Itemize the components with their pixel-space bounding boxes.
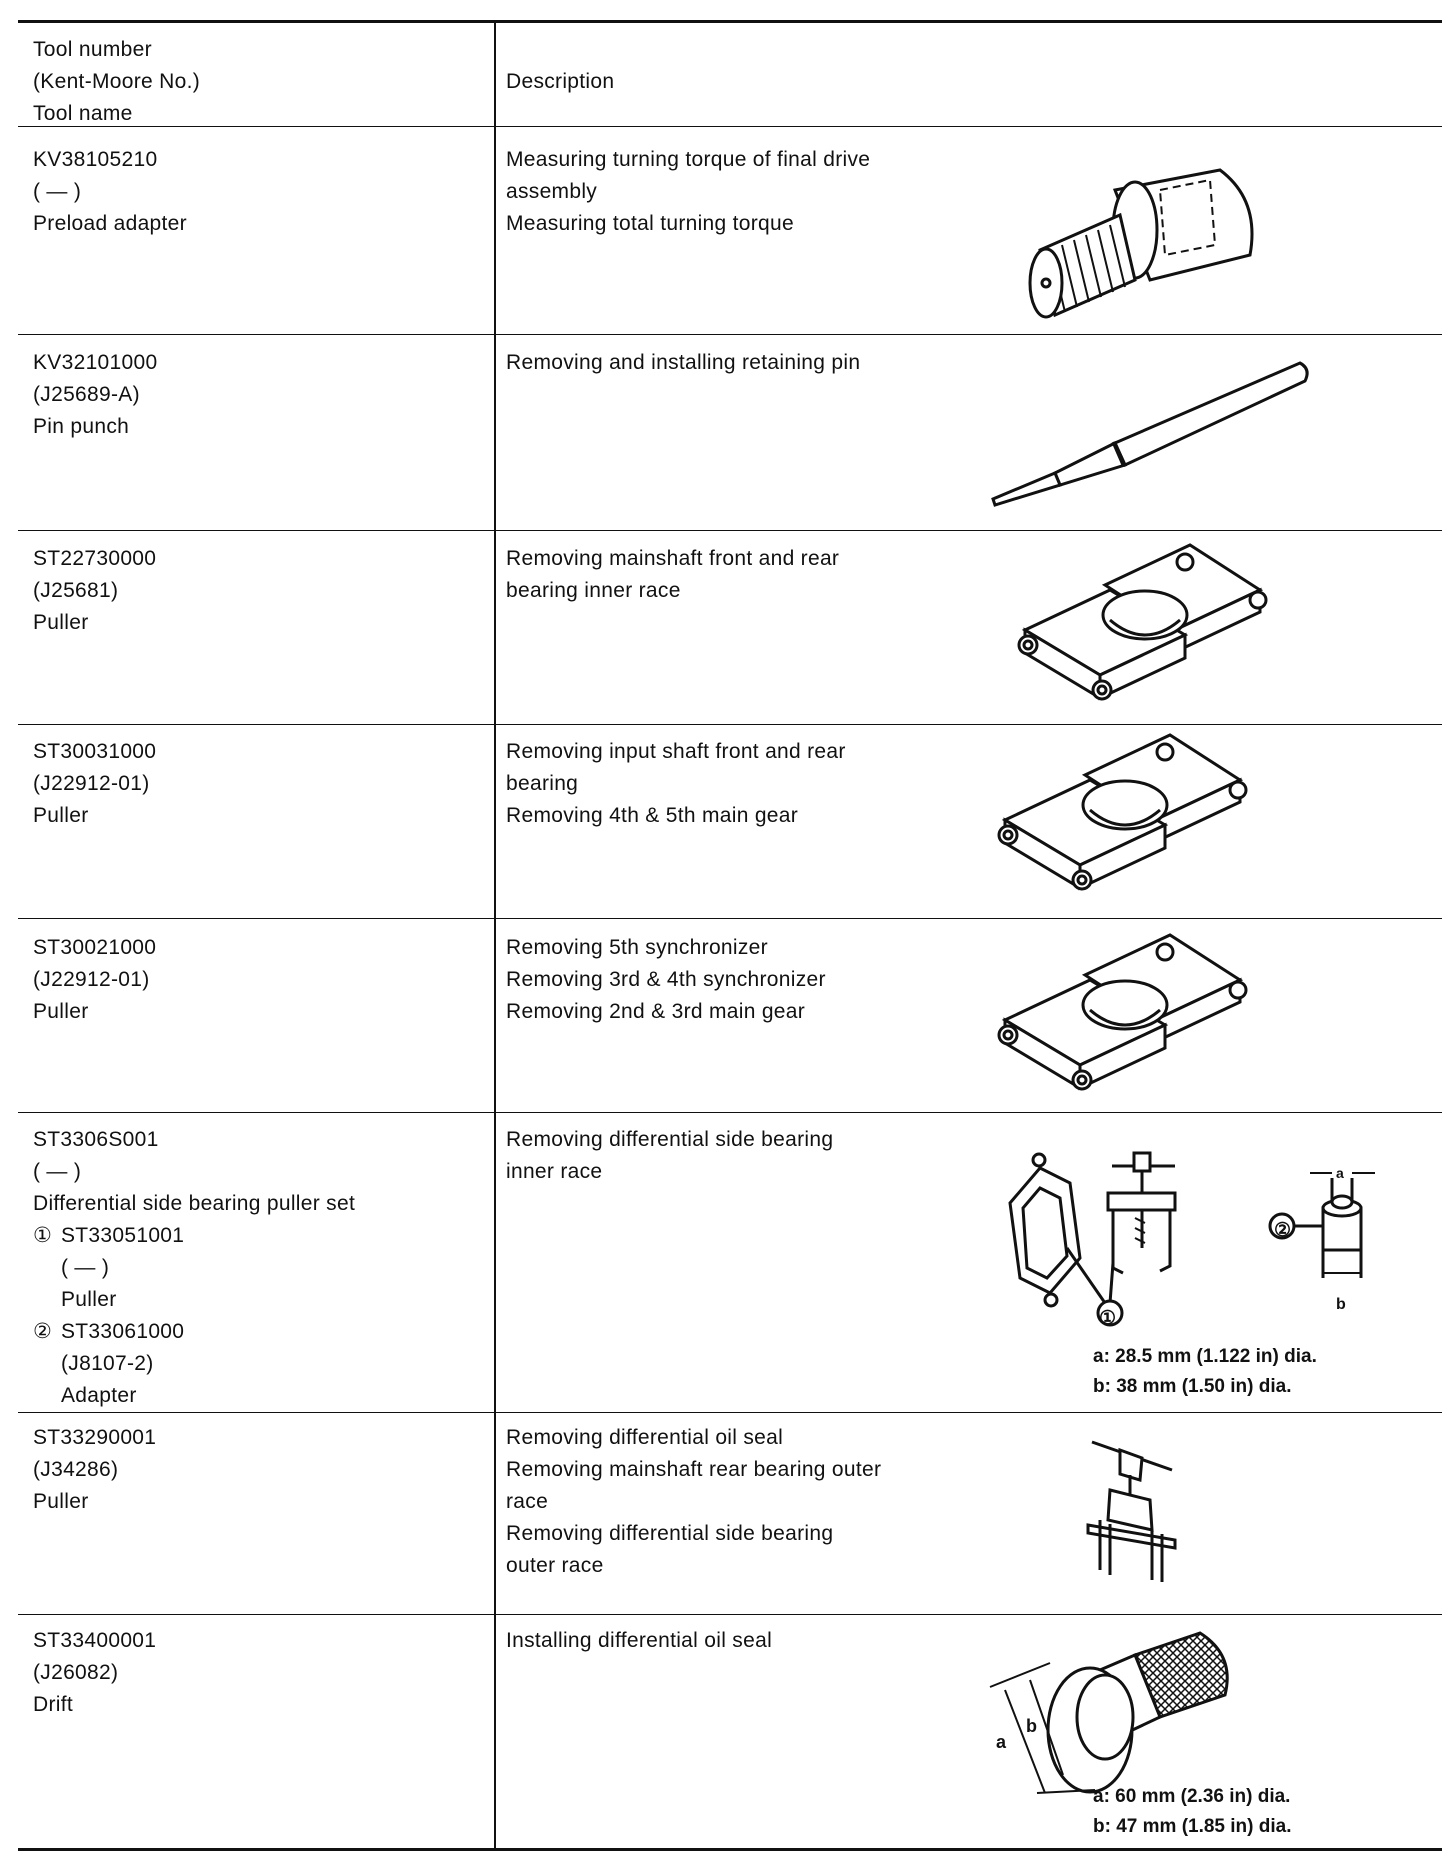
callout-marker: ① — [33, 1224, 53, 1247]
pin-punch-icon — [985, 355, 1315, 520]
bearing-puller-icon — [990, 730, 1250, 905]
row-divider — [18, 918, 1442, 919]
row-divider — [18, 530, 1442, 531]
kent-moore-number: (J34286) — [33, 1458, 119, 1481]
row-divider — [18, 724, 1442, 725]
callout-b: b — [1336, 1296, 1346, 1313]
tool-description — [506, 543, 966, 607]
table-row — [33, 144, 473, 240]
description-line: Removing and installing retaining pin — [506, 351, 861, 374]
tool-name: Puller — [33, 804, 89, 827]
side-bearing-puller-set-icon — [995, 1138, 1395, 1353]
description-line: Removing 2nd & 3rd main gear — [506, 1000, 806, 1023]
table-row — [33, 736, 473, 832]
bearing-puller-icon — [990, 930, 1250, 1105]
callout-1: ① — [1099, 1308, 1117, 1329]
sub-tool-number: ST33051001 — [61, 1224, 185, 1247]
description-line: Removing 4th & 5th main gear — [506, 804, 799, 827]
tool-name: Puller — [33, 1490, 89, 1513]
description-line: bearing — [506, 772, 579, 795]
row-divider — [18, 334, 1442, 335]
description-line: Measuring turning torque of final drive — [506, 148, 871, 171]
row-divider — [18, 1112, 1442, 1113]
sub-item — [33, 1380, 473, 1412]
oil-seal-puller-icon — [1080, 1420, 1190, 1590]
table-row — [33, 347, 473, 443]
description-line: Removing mainshaft front and rear — [506, 547, 840, 570]
description-line: Removing differential side bearing — [506, 1522, 834, 1545]
table-row — [33, 1124, 473, 1412]
description-line: Measuring total turning torque — [506, 212, 794, 235]
tool-description — [506, 1124, 966, 1188]
tool-name: Puller — [33, 1000, 89, 1023]
table-row — [33, 932, 473, 1028]
dimension-a: a: 60 mm (2.36 in) dia. — [1093, 1786, 1291, 1807]
callout-2: ② — [1274, 1220, 1292, 1241]
tool-description — [506, 144, 966, 240]
sub-kent-moore-number: ( — ) — [61, 1256, 110, 1279]
dimension-b: b: 38 mm (1.50 in) dia. — [1093, 1376, 1292, 1397]
kent-moore-number: (J25681) — [33, 579, 119, 602]
tool-description — [506, 932, 966, 1028]
row-divider — [18, 1614, 1442, 1615]
sub-item — [33, 1348, 473, 1380]
description-line: Installing differential oil seal — [506, 1629, 773, 1652]
callout-b: b — [1026, 1716, 1037, 1736]
tool-name: Differential side bearing puller set — [33, 1192, 356, 1215]
kent-moore-number: (J22912-01) — [33, 772, 150, 795]
table-row — [33, 543, 473, 639]
callout-a: a — [1336, 1165, 1344, 1181]
description-line: race — [506, 1490, 549, 1513]
description-line: assembly — [506, 180, 598, 203]
header-tool-column — [33, 34, 473, 130]
description-line: inner race — [506, 1160, 603, 1183]
table-row — [33, 1625, 473, 1721]
table-row — [33, 1422, 473, 1518]
kent-moore-number: (J22912-01) — [33, 968, 150, 991]
table-top-rule — [18, 20, 1442, 23]
kent-moore-number: ( — ) — [33, 180, 82, 203]
tool-description — [506, 1422, 966, 1582]
kent-moore-number: ( — ) — [33, 1160, 82, 1183]
description-line: Removing input shaft front and rear — [506, 740, 846, 763]
tool-number: ST33290001 — [33, 1426, 157, 1449]
row-divider — [18, 1412, 1442, 1413]
sub-kent-moore-number: (J8107-2) — [61, 1352, 154, 1375]
sub-item — [33, 1220, 473, 1252]
sub-tool-number: ST33061000 — [61, 1320, 185, 1343]
sub-tool-name: Puller — [61, 1288, 117, 1311]
description-line: Removing 3rd & 4th synchronizer — [506, 968, 826, 991]
tool-description — [506, 347, 966, 379]
header-description: Description — [506, 70, 615, 93]
callout-a: a — [996, 1732, 1007, 1752]
tool-name: Drift — [33, 1693, 73, 1716]
tool-number: ST22730000 — [33, 547, 157, 570]
callout-marker: ② — [33, 1320, 53, 1343]
dimension-b: b: 47 mm (1.85 in) dia. — [1093, 1816, 1292, 1837]
tool-name: Pin punch — [33, 415, 130, 438]
header-kent-moore: (Kent-Moore No.) — [33, 70, 201, 93]
tool-name: Preload adapter — [33, 212, 187, 235]
description-line: Removing differential side bearing — [506, 1128, 834, 1151]
dimension-a: a: 28.5 mm (1.122 in) dia. — [1093, 1346, 1317, 1367]
kent-moore-number: (J26082) — [33, 1661, 119, 1684]
tool-number: KV38105210 — [33, 148, 158, 171]
description-line: bearing inner race — [506, 579, 681, 602]
column-divider — [494, 22, 496, 1848]
tool-number: ST3306S001 — [33, 1128, 159, 1151]
tool-description — [506, 736, 966, 832]
header-tool-number: Tool number — [33, 38, 152, 61]
row-divider — [18, 126, 1442, 127]
bearing-puller-icon — [1010, 540, 1270, 715]
sub-item — [33, 1252, 473, 1284]
description-line: Removing differential oil seal — [506, 1426, 784, 1449]
sub-tool-name: Adapter — [61, 1384, 137, 1407]
tool-number: ST30031000 — [33, 740, 157, 763]
tool-number: ST33400001 — [33, 1629, 157, 1652]
tool-number: ST30021000 — [33, 936, 157, 959]
preload-adapter-icon — [1010, 160, 1270, 340]
description-line: Removing mainshaft rear bearing outer — [506, 1458, 882, 1481]
tool-number: KV32101000 — [33, 351, 158, 374]
tool-name: Puller — [33, 611, 89, 634]
sub-item — [33, 1284, 473, 1316]
tool-description — [506, 1625, 966, 1657]
header-tool-name: Tool name — [33, 102, 133, 125]
kent-moore-number: (J25689-A) — [33, 383, 140, 406]
description-line: Removing 5th synchronizer — [506, 936, 768, 959]
table-bottom-rule — [18, 1848, 1442, 1851]
description-line: outer race — [506, 1554, 604, 1577]
sub-item — [33, 1316, 473, 1348]
